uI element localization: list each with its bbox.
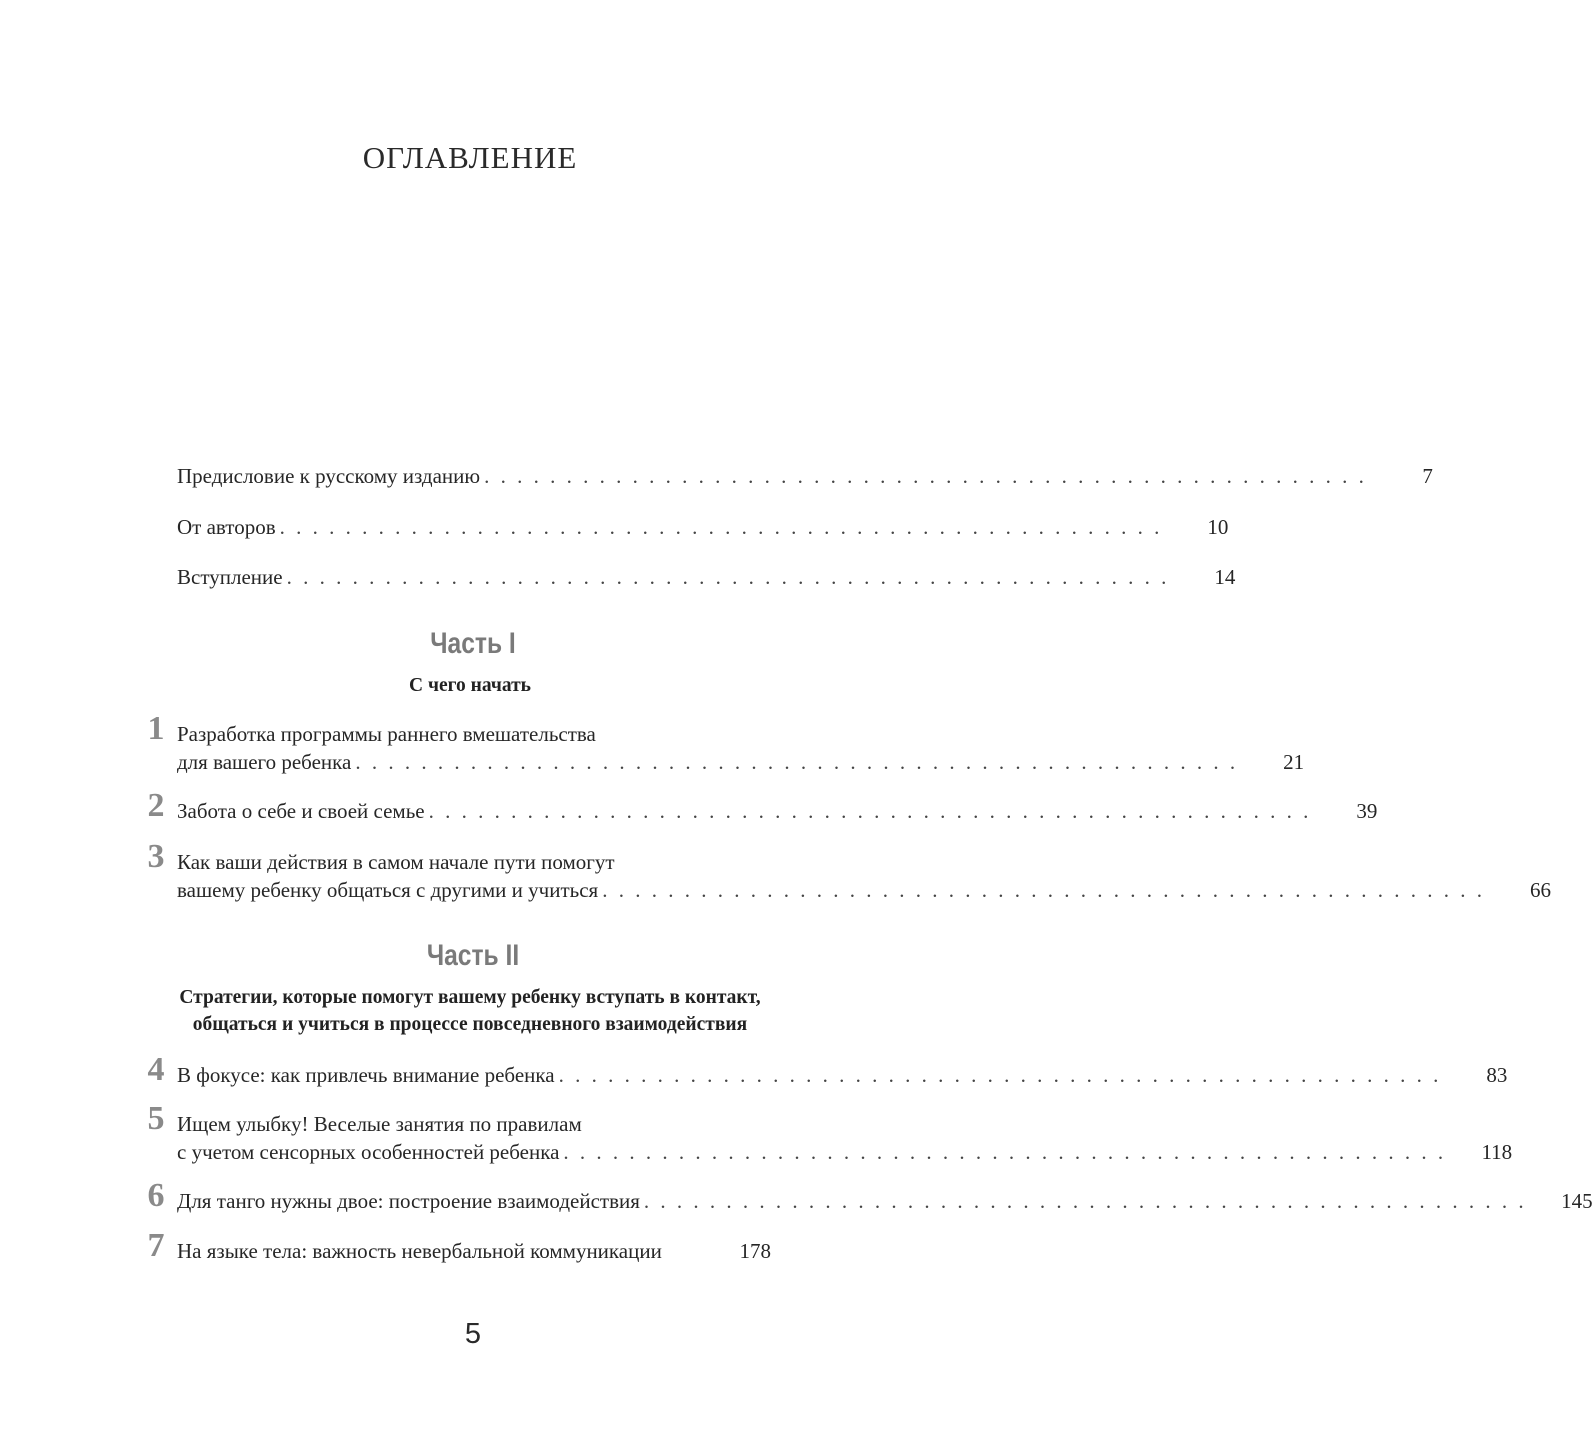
part-2-subtitle-line-2: общаться и учиться в процессе повседневного взаимодействия <box>192 1014 748 1035</box>
dot-leader: . . . . . . . . . . . . . . . . . . . . . . . . . . . . . . . . . . . . . . . . . . . . . . . . . . . . . . <box>563 1140 1447 1164</box>
entry-title: для вашего ребенка <box>177 750 352 774</box>
entry-title: Для танго нужны двое: построение взаимодействия <box>177 1189 640 1213</box>
entry-page: 14 <box>1214 565 1236 589</box>
entry-title-line: Как ваши действия в самом начале пути помогут <box>177 850 615 874</box>
part-2-subtitle-line-1: Стратегии, которые помогут вашему ребенку вступать в контакт, <box>179 987 761 1008</box>
page-title: ОГЛАВЛЕНИЕ <box>362 140 578 175</box>
entry-title-line: Разработка программы раннего вмешательства <box>177 722 596 746</box>
entry-page: 178 <box>739 1239 771 1263</box>
toc-chapter-6[interactable] <box>147 1177 1593 1215</box>
entry-title: Забота о себе и своей семье <box>177 799 425 823</box>
entry-title: с учетом сенсорных особенностей ребенка <box>177 1140 560 1164</box>
part-2-heading: Часть II <box>426 939 520 972</box>
dot-leader: . . . . . . . . . . . . . . . . . . . . . . . . . . . . . . . . . . . . . . . . . . . . . . . . . . . . . . <box>484 464 1367 488</box>
dot-leader: . . . . . . . . . . . . . . . . . . . . . . . . . . . . . . . . . . . . . . . . . . . . . . . . . . . . . . <box>602 878 1485 902</box>
dot-leader: . . . . . . . . . . . . . . . . . . . . . . . . . . . . . . . . . . . . . . . . . . . . . . . . . . . . . . <box>643 1189 1527 1213</box>
toc-chapter-7[interactable] <box>147 1227 771 1265</box>
chapter-number: 3 <box>147 838 165 875</box>
chapter-number: 5 <box>147 1100 165 1137</box>
toc-chapter-3[interactable] <box>147 838 1551 904</box>
page-number: 5 <box>464 1318 482 1350</box>
entry-page: 10 <box>1207 515 1229 539</box>
entry-title: Вступление <box>177 565 283 589</box>
part-1-subtitle: С чего начать <box>409 675 531 696</box>
entry-page: 7 <box>1422 464 1433 488</box>
chapter-number: 4 <box>147 1051 165 1088</box>
part-1-heading: Часть I <box>430 627 516 660</box>
entry-title-line: Ищем улыбку! Веселые занятия по правилам <box>177 1112 582 1136</box>
chapter-number: 7 <box>147 1227 165 1264</box>
toc-chapter-4[interactable] <box>147 1051 1508 1089</box>
toc-entry-authors[interactable] <box>177 513 1229 541</box>
toc-chapter-1[interactable] <box>147 710 1305 776</box>
entry-page: 145 <box>1561 1189 1593 1213</box>
entry-title: На языке тела: важность невербальной коммуникации <box>177 1239 662 1263</box>
entry-page: 39 <box>1356 799 1378 823</box>
entry-page: 21 <box>1283 750 1305 774</box>
chapter-number: 2 <box>147 787 165 824</box>
entry-page: 118 <box>1481 1140 1513 1164</box>
entry-title: В фокусе: как привлечь внимание ребенка <box>177 1063 555 1087</box>
dot-leader: . . . . . . . . . . . . . . . . . . . . . . . . . . . . . . . . . . . . . . . . . . . . . . . . . . . . . . <box>286 565 1170 589</box>
toc-entry-introduction[interactable] <box>177 563 1236 591</box>
dot-leader: . . . . . . . . . . . . . . . . . . . . . . . . . . . . . . . . . . . . . . . . . . . . . . . . . . . . . . <box>355 750 1239 774</box>
toc-entry-preface[interactable] <box>177 462 1433 490</box>
entry-page: 83 <box>1486 1063 1508 1087</box>
chapter-number: 1 <box>147 710 165 747</box>
entry-title: Предисловие к русскому изданию <box>177 464 481 488</box>
dot-leader: . . . . . . . . . . . . . . . . . . . . . . . . . . . . . . . . . . . . . . . . . . . . . . . . . . . . . . <box>428 799 1312 823</box>
entry-title: От авторов <box>177 515 276 539</box>
toc-chapter-5[interactable] <box>147 1100 1513 1166</box>
dot-leader: . . . . . . . . . . . . . . . . . . . . . . . . . . . . . . . . . . . . . . . . . . . . . . . . . . . . . . <box>558 1063 1442 1087</box>
entry-page: 66 <box>1529 878 1551 902</box>
toc-chapter-2[interactable] <box>147 787 1378 825</box>
entry-title: вашему ребенку общаться с другими и учиться <box>177 878 599 902</box>
dot-leader: . . . . . . . . . . . . . . . . . . . . . . . . . . . . . . . . . . . . . . . . . . . . . . . . . . . . . . <box>279 515 1163 539</box>
chapter-number: 6 <box>147 1177 165 1214</box>
